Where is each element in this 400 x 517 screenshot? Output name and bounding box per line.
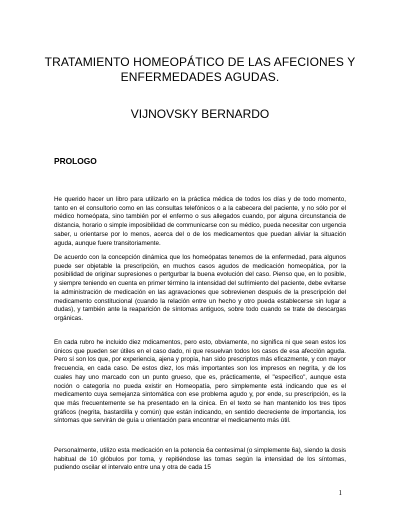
paragraph: He querido hacer un libro para utilizarlo en la práctica médica de todos los días y de todo momento, tanto en el consultorio como en las consultas telefónicos o a la cabecera del paciente, y no sólo por el médico homeópata, sino también por el enfermo o sus allegados cuando, por alguna circunstancia de distancia, horario o simple imposibilidad de communicarse con su médico, pueda necesitar con urgencia saber, u orientarse por lo menos, acerca del o de los medicamentos que puedan aliviar la situación aguda, aunque fuere transitoriamente. xyxy=(54,196,346,247)
paragraph: En cada rubro he incluido diez mdicamentos, pero esto, obviamente, no significa ni que sean estos los únicos que pueden ser útiles en el caso dado, ni que resuelvan todos los casos de esa afección aguda. Pero sí son los que, por experiencia, ajena y propia, han sido prescriptos más eficazmente, y con mayor frecuencia, en cada caso. De estos diez, los más importantes son los impresos en negrita, y de los cuales hay uno marcado con un punto grueso, que es, prácticamente, el "específico", aunque esta noción o categoría no pueda existir en Homeopatía, pero simplemente está indicando que es el medicamento cuya semejanza sintomática con ese problema agudo y, por ende, su prescripción, es la que más frecuentemente se ha presentado en la cinica. En el texto se han mantenido los tres tipos gráficos (negrita, bastardilla y común) que están indicando, en sentido decreciente de importancia, los síntomas que servirán de guía u orientación para encontrar el medicamento más útil. xyxy=(54,339,346,425)
document-title: TRATAMIENTO HOMEOPÁTICO DE LAS AFECIONES Y ENFERMEDADES AGUDAS. xyxy=(44,55,356,84)
document-author: VIJNOVSKY BERNARDO xyxy=(130,107,270,121)
page-number: 1 xyxy=(338,489,342,497)
paragraph: De acuerdo con la concepción dinámica que los homeópatas tenemos de la enfermedad, para algunos puede ser objetable la prescripción, en muchos casos agudos de medicación homeopática, por la posibilidad de originar supresiones o pertgurbar la buena evolución del caso. Pienso que, en lo posible, y siempre teniendo en cuenta en primer término la intensidad del sufrimiento del paciente, debe evitarse la administración de medicación en las agravaciones que sobrevienen después de la prescripción del medicamento constitucional (cuando la relación entre un hecho y otro pueda establecerse sin lugar a dudas), y también ante la reaparición de síntomas antiguos, sobre todo cuando se trate de descargas orgánicas. xyxy=(54,254,346,322)
section-heading: PROLOGO xyxy=(54,156,97,166)
paragraph: Personalmente, utilizo esta medicación en la potencia 6a centesimal (o simplemente 6a), siendo la dosis habitual de 10 glóbulos por toma, y repitiéndose las tomas según la intensidad de los síntomas, pudiendo oscilar el intervalo entre una y otra de cada 15 xyxy=(54,447,346,472)
